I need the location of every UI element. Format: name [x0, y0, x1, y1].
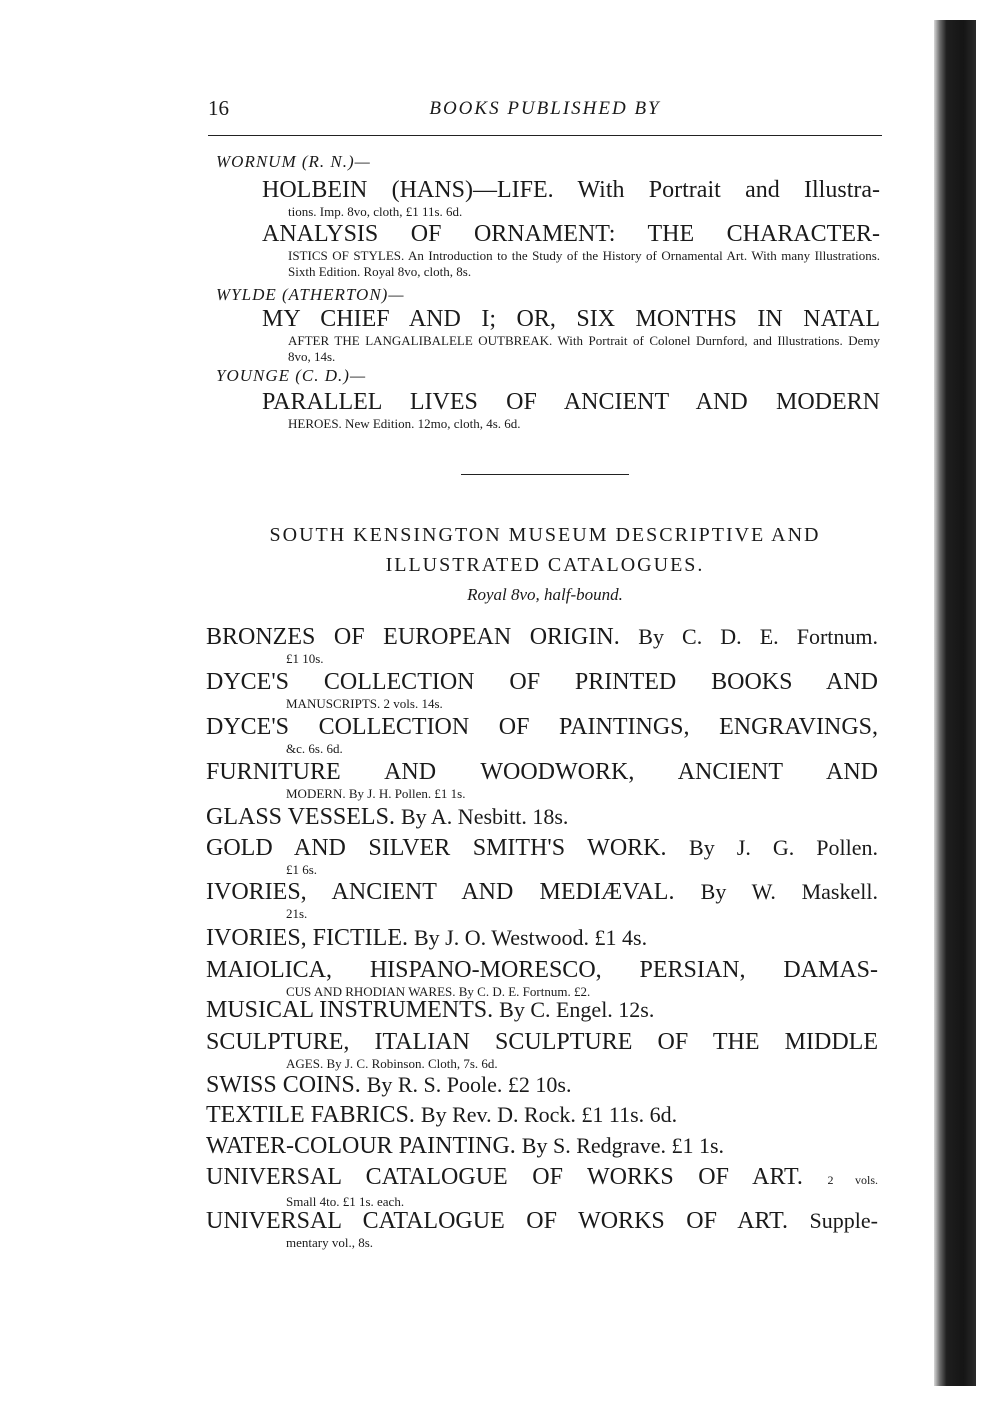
catalogue-entry	[206, 803, 878, 831]
book-title: MY CHIEF AND I; OR, SIX MONTHS IN NATAL	[262, 306, 880, 332]
catalogue-title-line	[206, 803, 878, 831]
section-rule	[461, 474, 629, 475]
catalogue-detail: CUS AND RHODIAN WARES. By C. D. E. Fortnum. £2.	[286, 984, 591, 999]
book-entry	[262, 305, 880, 365]
catalogue-title: MUSICAL INSTRUMENTS.	[206, 997, 494, 1023]
book-title: ANALYSIS OF ORNAMENT: THE CHARACTER-	[262, 221, 880, 247]
catalogue-entry	[206, 956, 878, 1000]
book-title: HOLBEIN (HANS)—LIFE. With Portrait and Illustra-	[262, 177, 880, 203]
catalogue-title: UNIVERSAL CATALOGUE OF WORKS OF ART.	[206, 1164, 803, 1190]
author-heading: YOUNGE (C. D.)—	[216, 366, 367, 385]
author-heading: WORNUM (R. N.)—	[216, 152, 371, 171]
catalogue-title-line	[206, 1132, 878, 1160]
catalogue-author: By J. G. Pollen.	[689, 835, 878, 860]
catalogue-title: DYCE'S COLLECTION OF PAINTINGS, ENGRAVINGS,	[206, 714, 878, 740]
catalogue-detail: &c. 6s. 6d.	[286, 741, 343, 756]
catalogue-author: By C. Engel. 12s.	[499, 997, 655, 1022]
catalogue-author: By Rev. D. Rock. £1 11s. 6d.	[420, 1102, 678, 1127]
catalogue-title-line	[206, 1207, 878, 1235]
section-heading-line: SOUTH KENSINGTON MUSEUM DESCRIPTIVE AND	[269, 524, 821, 546]
catalogue-entry	[206, 924, 878, 952]
catalogue-entry	[206, 834, 878, 878]
header-rule	[208, 135, 882, 136]
catalogue-entry	[206, 668, 878, 712]
book-entry	[262, 388, 880, 432]
catalogue-title: FURNITURE AND WOODWORK, ANCIENT AND	[206, 759, 878, 785]
book-detail: tions. Imp. 8vo, cloth, £1 11s. 6d.	[288, 204, 463, 219]
catalogue-title: SWISS COINS.	[206, 1072, 361, 1098]
catalogue-title: GLASS VESSELS.	[206, 804, 395, 830]
catalogue-entry	[206, 623, 878, 667]
catalogue-detail: £1 10s.	[286, 651, 324, 666]
catalogue-detail: Small 4to. £1 1s. each.	[286, 1194, 405, 1209]
catalogue-detail: £1 6s.	[286, 862, 318, 877]
catalogue-title: UNIVERSAL CATALOGUE OF WORKS OF ART.	[206, 1208, 788, 1234]
catalogue-author: By R. S. Poole. £2 10s.	[366, 1072, 572, 1097]
catalogue-title-line	[206, 1163, 878, 1194]
book-detail: HEROES. New Edition. 12mo, cloth, 4s. 6d.	[288, 416, 521, 431]
author-heading: WYLDE (ATHERTON)—	[216, 285, 405, 304]
book-entry	[262, 220, 880, 280]
catalogue-entry	[206, 1207, 878, 1251]
catalogue-author: 2 vols.	[827, 1173, 878, 1187]
running-head	[208, 96, 882, 128]
catalogue-entry	[206, 996, 878, 1024]
catalogue-entry	[206, 1101, 878, 1129]
catalogue-author: By S. Redgrave. £1 1s.	[521, 1133, 725, 1158]
catalogue-detail: mentary vol., 8s.	[286, 1235, 374, 1250]
page-number: 16	[208, 96, 229, 120]
catalogue-title-line	[206, 623, 878, 651]
catalogue-entry	[206, 878, 878, 922]
catalogue-title-line	[206, 1071, 878, 1099]
section-heading	[208, 520, 882, 580]
catalogue-title: BRONZES OF EUROPEAN ORIGIN.	[206, 624, 620, 650]
catalogue-title-line	[206, 996, 878, 1024]
catalogue-title: TEXTILE FABRICS.	[206, 1102, 415, 1128]
catalogue-author: By W. Maskell.	[700, 879, 878, 904]
book-detail: AFTER THE LANGALIBALELE OUTBREAK. With Portrait of Colonel Durnford, and Illustrations. Demy 8vo, 14s.	[288, 333, 880, 364]
catalogue-title: IVORIES, FICTILE.	[206, 925, 408, 951]
catalogue-title: IVORIES, ANCIENT AND MEDIÆVAL.	[206, 879, 675, 905]
section-subheading: Royal 8vo, half-bound.	[467, 585, 623, 604]
catalogue-entry	[206, 758, 878, 802]
catalogue-title: SCULPTURE, ITALIAN SCULPTURE OF THE MIDDLE	[206, 1029, 878, 1055]
catalogue-title-line	[206, 834, 878, 862]
catalogue-entry	[206, 1028, 878, 1072]
catalogue-entry	[206, 1071, 878, 1099]
catalogue-entry	[206, 1132, 878, 1160]
catalogue-author: By J. O. Westwood. £1 4s.	[413, 925, 648, 950]
running-title: BOOKS PUBLISHED BY	[429, 98, 661, 119]
catalogue-title: DYCE'S COLLECTION OF PRINTED BOOKS AND	[206, 669, 878, 695]
catalogue-entry	[206, 1163, 878, 1210]
catalogue-detail: AGES. By J. C. Robinson. Cloth, 7s. 6d.	[286, 1056, 498, 1071]
catalogue-title-line	[206, 878, 878, 906]
scanned-page-edge	[934, 20, 976, 1386]
catalogue-detail: 21s.	[286, 906, 308, 921]
catalogue-title: MAIOLICA, HISPANO-MORESCO, PERSIAN, DAMAS-	[206, 957, 878, 983]
book-title: PARALLEL LIVES OF ANCIENT AND MODERN	[262, 389, 880, 415]
catalogue-title-line	[206, 924, 878, 952]
catalogue-author: By A. Nesbitt. 18s.	[400, 804, 569, 829]
catalogue-title-line	[206, 1101, 878, 1129]
catalogue-author: Supple-	[809, 1208, 878, 1233]
catalogue-title: WATER-COLOUR PAINTING.	[206, 1133, 516, 1159]
catalogue-entry	[206, 713, 878, 757]
catalogue-detail: MANUSCRIPTS. 2 vols. 14s.	[286, 696, 443, 711]
catalogue-author: By C. D. E. Fortnum.	[638, 624, 878, 649]
catalogue-title: GOLD AND SILVER SMITH'S WORK.	[206, 835, 667, 861]
book-entry	[262, 176, 880, 220]
section-heading-line: ILLUSTRATED CATALOGUES.	[385, 554, 705, 576]
book-detail: ISTICS OF STYLES. An Introduction to the Study of the History of Ornamental Art. With many Illustrations. Sixth Edition. Royal 8vo, cloth, 8s.	[288, 248, 880, 279]
catalogue-detail: MODERN. By J. H. Pollen. £1 1s.	[286, 786, 466, 801]
